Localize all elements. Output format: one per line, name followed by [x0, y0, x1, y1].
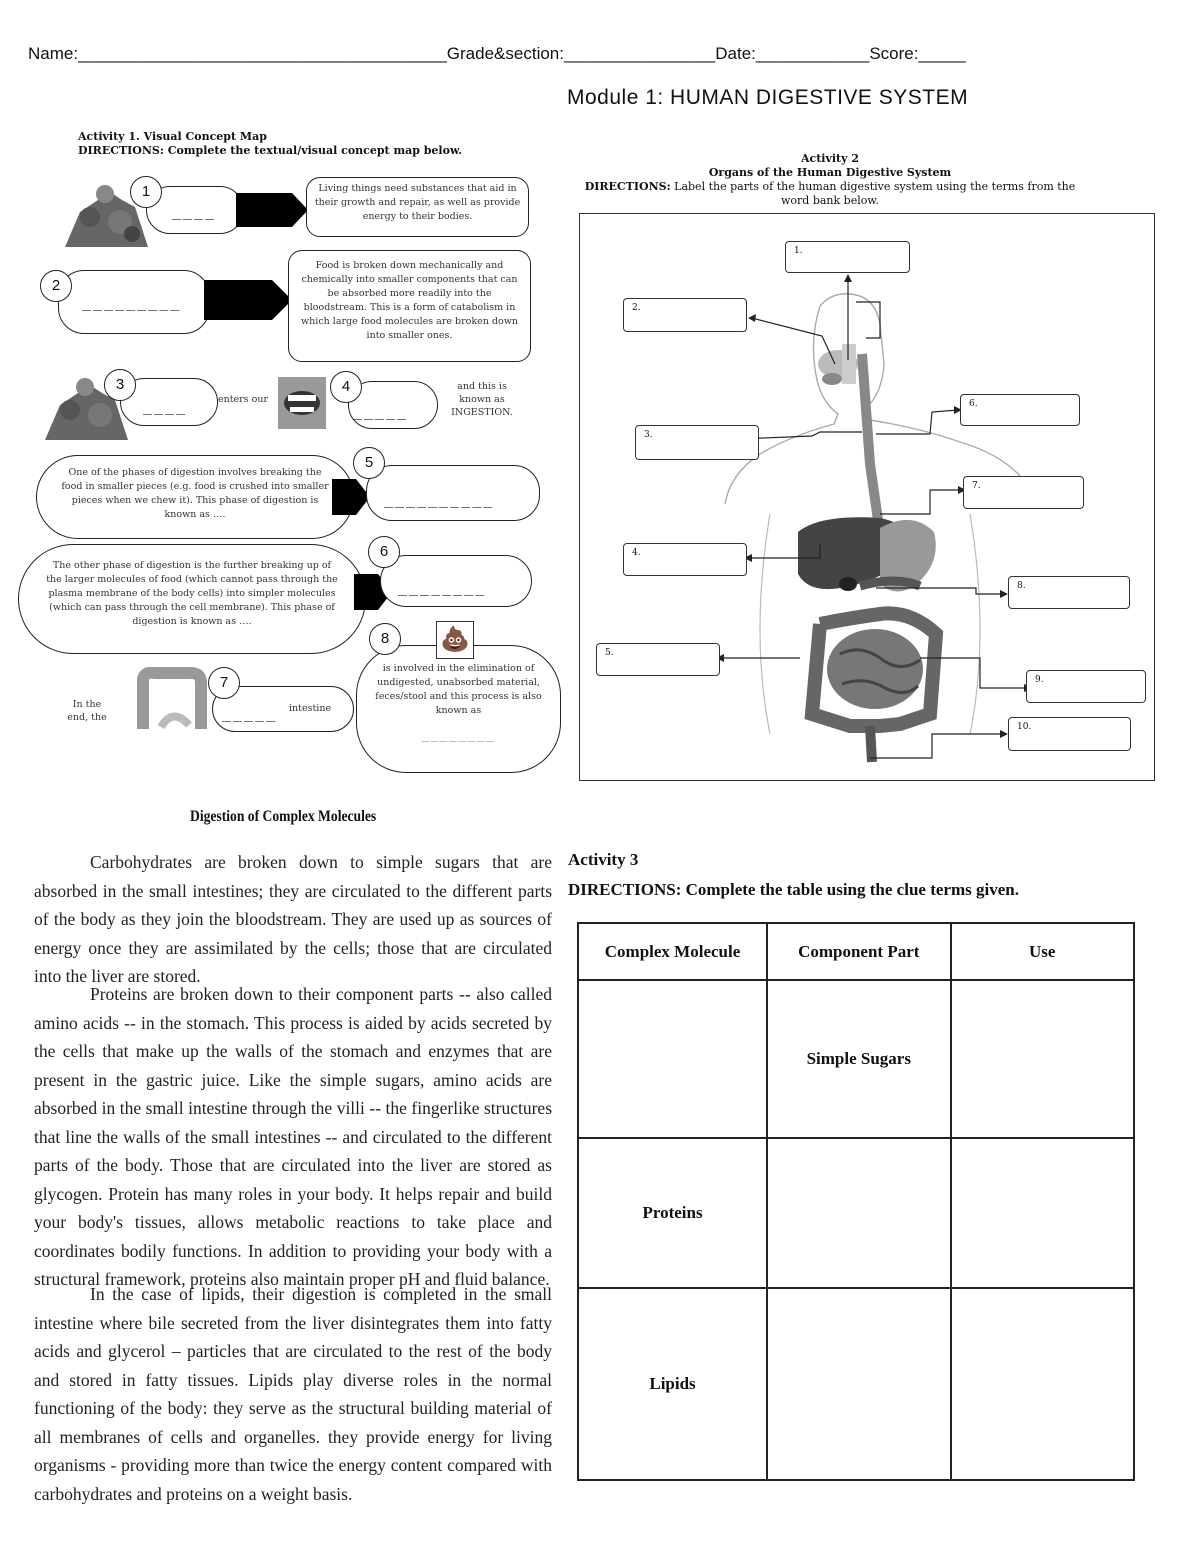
- label-box-2[interactable]: 2.: [623, 298, 747, 332]
- definition-box-5: One of the phases of digestion involves breaking the food in smaller pieces (e.g. food is crushed into smaller pieces when we chew it). This phase of digestion is known as ….: [36, 455, 354, 539]
- activity2-directions: Label the parts of the human digestive system using the terms from the word bank below.: [674, 180, 1076, 207]
- table-cell[interactable]: Proteins: [578, 1138, 767, 1288]
- large-intestine-image: [133, 667, 211, 739]
- definition-box-2: Food is broken down mechanically and chemically into smaller components that can be absorbed more readily into the bloodstream. This is a form of catabolism in which large food molecules are broken down into smaller ones.: [288, 250, 531, 362]
- activity3-directions: DIRECTIONS: Complete the table using the clue terms given.: [568, 880, 1019, 899]
- activity2-subtitle: Organs of the Human Digestive System: [708, 166, 952, 179]
- essay-paragraph-lipids: [34, 1280, 552, 1508]
- blank-6: ________: [398, 578, 487, 596]
- label-box-9[interactable]: 9.: [1026, 670, 1146, 703]
- blank-2: _________: [82, 293, 182, 311]
- activity2-directions-label: DIRECTIONS:: [584, 180, 671, 193]
- activity1-heading: [78, 130, 462, 158]
- label-box-7[interactable]: 7.: [963, 476, 1084, 509]
- label-box-6[interactable]: 6.: [960, 394, 1080, 426]
- label-box-8[interactable]: 8.: [1008, 576, 1130, 609]
- in-the-end-text: In the end, the: [67, 699, 107, 723]
- ingestion-text: and this is known as INGESTION.: [451, 381, 513, 418]
- activity1-directions: DIRECTIONS: Complete the textual/visual concept map below.: [78, 144, 463, 157]
- table-row: [578, 1138, 1134, 1288]
- table-cell[interactable]: [578, 980, 767, 1138]
- activity2-title: Activity 2: [800, 152, 860, 165]
- table-cell[interactable]: [767, 1288, 950, 1480]
- blank-7: _____: [222, 704, 278, 722]
- number-circle-3: 3: [104, 369, 136, 401]
- table-cell[interactable]: Simple Sugars: [767, 980, 950, 1138]
- table-cell[interactable]: [951, 1288, 1135, 1480]
- arrow-2-icon: [204, 274, 292, 326]
- blank-8: ________: [421, 728, 496, 742]
- table-cell[interactable]: [767, 1138, 950, 1288]
- table-cell[interactable]: [951, 1138, 1135, 1288]
- table-row: [578, 1288, 1134, 1480]
- definition-box-1: Living things need substances that aid in their growth and repair, as well as provide energy to their bodies.: [306, 177, 529, 237]
- essay-p1: Carbohydrates are broken down to simple sugars that are absorbed in the small intestines; they are circulated to the different parts of the body as they join the bloodstream. They are used up as sources of energy once they are assimilated by the cells; those that are circulated into the liver are stored.: [34, 852, 552, 986]
- table-row: [578, 980, 1134, 1138]
- arrow-1-icon: [236, 187, 308, 233]
- essay-paragraph-proteins: [34, 980, 552, 1294]
- number-circle-6: 6: [368, 536, 400, 568]
- definition-box-6: The other phase of digestion is the further breaking up of the larger molecules of food (which cannot pass through the plasma membrane of the body cells) into simpler molecules (which can pass through the cell membrane). This phase of digestion is known as ….: [18, 544, 366, 654]
- activity2-directions-line: [580, 180, 1080, 208]
- number-circle-4: 4: [330, 371, 362, 403]
- table-cell[interactable]: [951, 980, 1135, 1138]
- header-fields-line: Name:_______________________________________Grade&section:________________Date:____________Score:_____: [28, 44, 966, 63]
- box8-text: is involved in the elimination of undigested, unabsorbed material, feces/stool and this process is also known as: [375, 663, 542, 716]
- label-box-1[interactable]: 1.: [785, 241, 910, 273]
- number-circle-5: 5: [353, 447, 385, 479]
- essay-p2: Proteins are broken down to their component parts -- also called amino acids -- in the stomach. This process is aided by acids secreted by the cells that make up the walls of the stomach and enzymes that are present in the gastric juice. Like the simple sugars, amino acids are absorbed in the small intestine through the villi -- the fingerlike structures that line the walls of the small intestines -- and circulated to the different parts of the body. Those that are circulated into the liver are stored as glycogen. Protein has many roles in your body. It helps repair and build your body's tissues, allows metabolic reactions to take place and coordinates bodily functions. In addition to providing your body with a structural framework, proteins also maintain proper pH and fluid balance.: [34, 984, 552, 1289]
- activity2-heading: [580, 152, 1080, 208]
- blank-1: ____: [172, 202, 217, 220]
- number-circle-8: 8: [369, 623, 401, 655]
- intestine-text: intestine: [289, 703, 332, 714]
- essay-title: Digestion of Complex Molecules: [190, 808, 377, 825]
- activity3-title: Activity 3: [568, 850, 639, 869]
- essay-p3: In the case of lipids, their digestion is completed in the small intestine where bile secreted from the liver disintegrates them into fatty acids and glycerol – particles that are circulated to the rest of the body and stored in fatty tissues. Lipids play diverse roles in the normal functioning of the body: they serve as the structural building material of all membranes of cells and organelles. they provide energy for living organisms - providing more than twice the energy content compared with carbohydrates and proteins on a weight basis.: [34, 1284, 552, 1504]
- label-box-10[interactable]: 10.: [1008, 717, 1131, 751]
- label-box-3[interactable]: 3.: [635, 425, 759, 460]
- essay-paragraph-carbohydrates: [34, 848, 552, 991]
- column-header: Use: [951, 923, 1135, 980]
- poop-icon: 💩: [436, 621, 474, 659]
- label-box-4[interactable]: 4.: [623, 543, 747, 576]
- activity1-title: Activity 1. Visual Concept Map: [78, 130, 267, 143]
- column-header: Complex Molecule: [578, 923, 767, 980]
- number-circle-1: 1: [130, 176, 162, 208]
- definition-box-8: [356, 645, 561, 773]
- table-cell[interactable]: Lipids: [578, 1288, 767, 1480]
- mouth-image: [278, 377, 326, 429]
- activity3-heading: [568, 845, 1019, 905]
- blank-4: _____: [353, 402, 409, 420]
- number-circle-7: 7: [208, 667, 240, 699]
- enters-our-text: enters our: [218, 394, 268, 405]
- blank-3: ____: [143, 397, 188, 415]
- blank-5: __________: [384, 490, 495, 508]
- label-box-5[interactable]: 5.: [596, 643, 720, 676]
- number-circle-2: 2: [40, 270, 72, 302]
- module-title: Module 1: HUMAN DIGESTIVE SYSTEM: [567, 86, 969, 109]
- complex-molecule-table: [577, 922, 1135, 1481]
- column-header: Component Part: [767, 923, 950, 980]
- table-header-row: [578, 923, 1134, 980]
- digestive-system-diagram: [579, 213, 1155, 781]
